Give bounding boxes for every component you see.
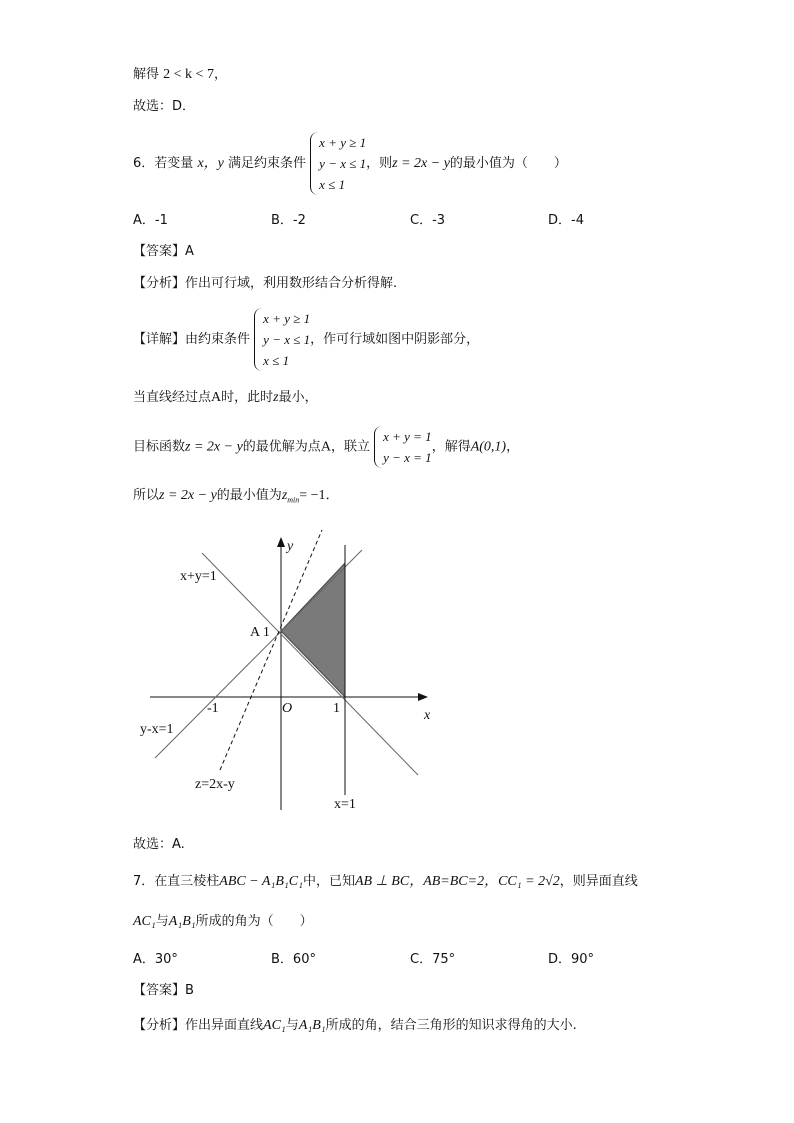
answer-tag: 【答案】 bbox=[133, 983, 186, 998]
label-x-equals-1: x=1 bbox=[334, 797, 356, 812]
option-b[interactable]: B．-2 bbox=[271, 213, 306, 228]
text: 的最小值为 bbox=[216, 488, 282, 503]
text: ，作可行域如图中阴影部分， bbox=[310, 332, 480, 347]
text: 满足约束条件 bbox=[228, 156, 307, 171]
option-b[interactable]: B．60° bbox=[271, 952, 316, 967]
text: ，则 bbox=[366, 156, 393, 171]
inequality: 2 < k < 7 bbox=[163, 67, 214, 82]
text: ， bbox=[506, 439, 520, 455]
value: = −1 bbox=[299, 488, 326, 503]
text: 最小， bbox=[278, 390, 318, 405]
point-label: A bbox=[320, 439, 331, 455]
subscript: min bbox=[287, 495, 300, 505]
constraint: y − x ≤ 1 bbox=[319, 156, 367, 171]
option-c[interactable]: C．75° bbox=[410, 952, 456, 967]
constraint: x ≤ 1 bbox=[319, 177, 346, 192]
text: 作出异面直线 bbox=[185, 1018, 264, 1033]
choice-line: 故选：D． bbox=[133, 99, 196, 114]
y-axis-label: y bbox=[287, 539, 294, 554]
text: 的最小值为（ ） bbox=[449, 156, 567, 171]
text: ，联立 bbox=[330, 439, 370, 455]
answer-7 bbox=[133, 982, 194, 1000]
option-a[interactable]: A．-1 bbox=[133, 213, 168, 228]
variable: z bbox=[273, 390, 279, 405]
text: 目标函数 bbox=[133, 439, 186, 455]
label-y-minus-x: y-x=1 bbox=[140, 722, 174, 737]
text: 解得 bbox=[133, 67, 160, 82]
line-ac1: AC₁ bbox=[263, 1018, 286, 1033]
line-x-plus-y bbox=[202, 553, 418, 775]
equation: x + y = 1 bbox=[383, 429, 432, 444]
feasible-region bbox=[281, 563, 345, 697]
variable: z bbox=[281, 488, 288, 503]
label-z: z=2x-y bbox=[195, 777, 235, 792]
text: 的最优解为点 bbox=[242, 439, 321, 455]
text: 当直线经过点 bbox=[133, 390, 212, 405]
question-number: 7． bbox=[133, 874, 155, 889]
tick-1: 1 bbox=[333, 701, 340, 716]
text: 与 bbox=[285, 1018, 299, 1033]
constraint: y − x ≤ 1 bbox=[263, 332, 311, 347]
text: 若变量 bbox=[154, 156, 194, 171]
text: ． bbox=[325, 488, 339, 503]
choice-line: 故选：A. bbox=[133, 837, 185, 852]
text: 在直三棱柱 bbox=[154, 874, 220, 889]
constraint: x ≤ 1 bbox=[263, 353, 290, 368]
constraint: x + y ≥ 1 bbox=[263, 311, 311, 326]
constraint: x + y ≥ 1 bbox=[319, 135, 367, 150]
origin-label: O bbox=[282, 701, 293, 716]
objective: z = 2x − y bbox=[185, 439, 243, 455]
analysis-tag: 【分析】 bbox=[133, 276, 186, 291]
answer-value: A bbox=[185, 244, 194, 259]
tick-neg1: -1 bbox=[207, 701, 219, 716]
text: ， bbox=[213, 67, 227, 82]
text: 所以 bbox=[133, 488, 160, 503]
question-7-line2 bbox=[133, 913, 313, 931]
text: 与 bbox=[155, 914, 169, 929]
text: ，解得 bbox=[431, 439, 471, 455]
answer-tag: 【答案】 bbox=[133, 244, 186, 259]
option-a[interactable]: A．30° bbox=[133, 952, 178, 967]
text: 所成的角，结合三角形的知识求得角的大小. bbox=[325, 1018, 577, 1033]
condition: ，AB=BC=2， bbox=[409, 874, 499, 889]
objective: z = 2x − y bbox=[159, 488, 217, 503]
variables: x，y bbox=[197, 156, 224, 171]
point-label: A bbox=[211, 390, 222, 405]
text: 中，已知 bbox=[302, 874, 355, 889]
prism: ABC − A₁B₁C₁ bbox=[219, 874, 303, 889]
text: ，则异面直线 bbox=[559, 874, 638, 889]
label-x-plus-y: x+y=1 bbox=[180, 569, 217, 584]
options-q7 bbox=[133, 951, 693, 969]
answer-value: B bbox=[185, 983, 194, 998]
analysis-7 bbox=[133, 1017, 577, 1035]
line-a1b1: A₁B₁ bbox=[298, 1018, 326, 1033]
objective: z = 2x − y bbox=[392, 156, 450, 171]
line-ac1: AC₁ bbox=[133, 914, 156, 929]
x-axis-label: x bbox=[424, 708, 431, 723]
perpendicular: AB ⊥ BC bbox=[355, 874, 410, 889]
question-7 bbox=[133, 873, 638, 891]
option-c[interactable]: C．-3 bbox=[410, 213, 446, 228]
point-a-label: A 1 bbox=[250, 625, 270, 640]
detail-tag: 【详解】 bbox=[133, 332, 186, 347]
line-a1b1: A₁B₁ bbox=[168, 914, 196, 929]
equation: y − x = 1 bbox=[383, 450, 432, 465]
result: A(0,1) bbox=[470, 439, 507, 455]
text: 时，此时 bbox=[221, 390, 274, 405]
text: 由约束条件 bbox=[185, 332, 251, 347]
analysis-tag: 【分析】 bbox=[133, 1018, 186, 1033]
option-d[interactable]: D．-4 bbox=[548, 213, 584, 228]
option-d[interactable]: D．90° bbox=[548, 952, 595, 967]
analysis-text: 作出可行域，利用数形结合分析得解. bbox=[185, 276, 398, 291]
question-number: 6． bbox=[133, 156, 155, 171]
text: 所成的角为（ ） bbox=[195, 914, 313, 929]
edge-length: CC₁ = 2√2 bbox=[498, 874, 560, 889]
